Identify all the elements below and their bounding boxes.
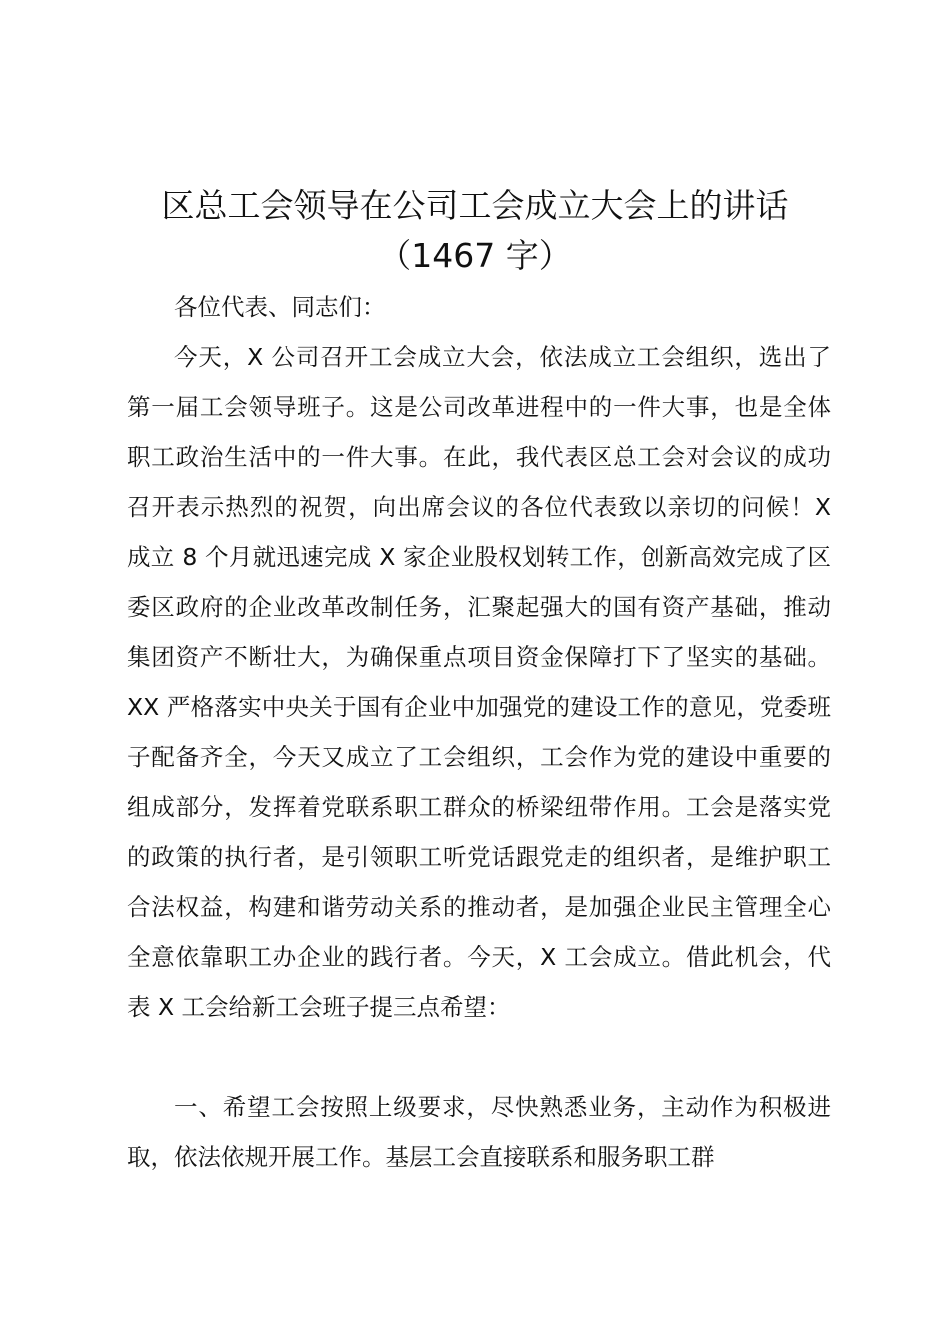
paragraph-2: 一、希望工会按照上级要求，尽快熟悉业务，主动作为积极进取，依法依规开展工作。基层工会直接联系和服务职工群 — [127, 1093, 831, 1171]
greeting: 各位代表、同志们： — [174, 293, 386, 321]
paragraph-block-1 — [127, 332, 831, 1032]
paragraph-block-2 — [127, 1082, 831, 1182]
paragraph-1: 今天，X 公司召开工会成立大会，依法成立工会组织，选出了第一届工会领导班子。这是公司改革进程中的一件大事，也是全体职工政治生活中的一件大事。在此，我代表区总工会对会议的成功召开表示热烈的祝贺，向出席会议的各位代表致以亲切的问候！X 成立 8 个月就迅速完成 X 家企业股权划转工作，创新高效完成了区委区政府的企业改革改制任务，汇聚起强大的国有资产基础，推动集团资产不断壮大，为确保重点项目资金保障打下了坚实的基础。XX 严格落实中央关于国有企业中加强党的建设工作的意见，党委班子配备齐全，今天又成立了工会组织，工会作为党的建设中重要的组成部分，发挥着党联系职工群众的桥梁纽带作用。工会是落实党的政策的执行者，是引领职工听党话跟党走的组织者，是维护职工合法权益，构建和谐劳动关系的推动者，是加强企业民主管理全心全意依靠职工办企业的践行者。今天，X 工会成立。借此机会，代表 X 工会给新工会班子提三点希望： — [127, 343, 831, 1021]
greeting-block — [127, 282, 831, 332]
document-title: 区总工会领导在公司工会成立大会上的讲话 — [161, 186, 789, 225]
document-word-count: （1467 字） — [378, 236, 572, 275]
